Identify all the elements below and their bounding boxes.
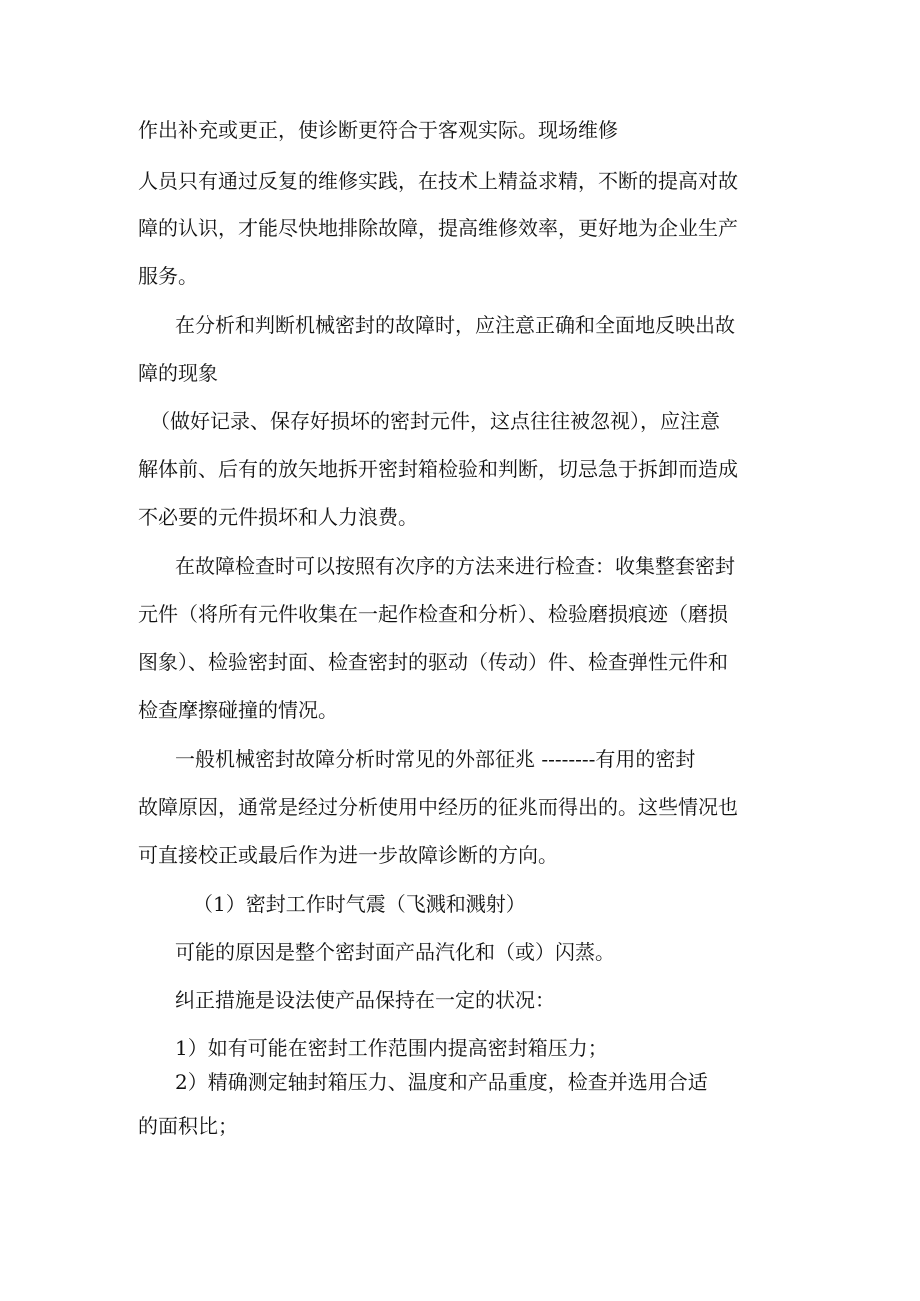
text-line: 可能的原因是整个密封面产品汽化和（或）闪蒸。 <box>175 940 615 964</box>
text-line: 图象）、检验密封面、检查密封的驱动（传动）件、检查弹性元件和 <box>138 650 728 674</box>
text-line: （做好记录、保存好损坏的密封元件，这点往往被忽视），应注意 <box>150 409 720 433</box>
text-line: 不必要的元件损坏和人力浪费。 <box>138 505 418 529</box>
text-line: 障的认识，才能尽快地排除故障，提高维修效率，更好地为企业生产 <box>138 216 738 240</box>
text-line: 的面积比； <box>138 1114 238 1138</box>
text-line: 可直接校正或最后作为进一步故障诊断的方向。 <box>138 843 558 867</box>
text-line: 故障原因，通常是经过分析使用中经历的征兆而得出的。这些情况也 <box>138 795 738 819</box>
list-item: 2）精确测定轴封箱压力、温度和产品重度，检查并选用合适 <box>175 1070 708 1094</box>
text-line: 元件（将所有元件收集在一起作检查和分析）、检验磨损痕迹（磨损 <box>138 602 728 626</box>
text-line: 在故障检查时可以按照有次序的方法来进行检查：收集整套密封 <box>175 554 735 578</box>
list-item: 1）如有可能在密封工作范围内提高密封箱压力； <box>175 1036 608 1060</box>
text-line: 服务。 <box>138 264 198 288</box>
text-line: 人员只有通过反复的维修实践，在技术上精益求精，不断的提高对故 <box>138 169 738 193</box>
text-line: 检查摩擦碰撞的情况。 <box>138 698 338 722</box>
text-line: 纠正措施是设法使产品保持在一定的状况： <box>175 988 555 1012</box>
text-line: 作出补充或更正，使诊断更符合于客观实际。现场维修 <box>138 118 618 142</box>
text-line: 障的现象 <box>138 361 218 385</box>
text-line: 解体前、后有的放矢地拆开密封箱检验和判断，切忌急于拆卸而造成 <box>138 457 738 481</box>
text-line: 在分析和判断机械密封的故障时，应注意正确和全面地反映出故 <box>175 313 735 337</box>
section-heading: （1）密封工作时气震（飞溅和溅射） <box>193 892 526 916</box>
text-line: 一般机械密封故障分析时常见的外部征兆 --------有用的密封 <box>175 747 696 771</box>
